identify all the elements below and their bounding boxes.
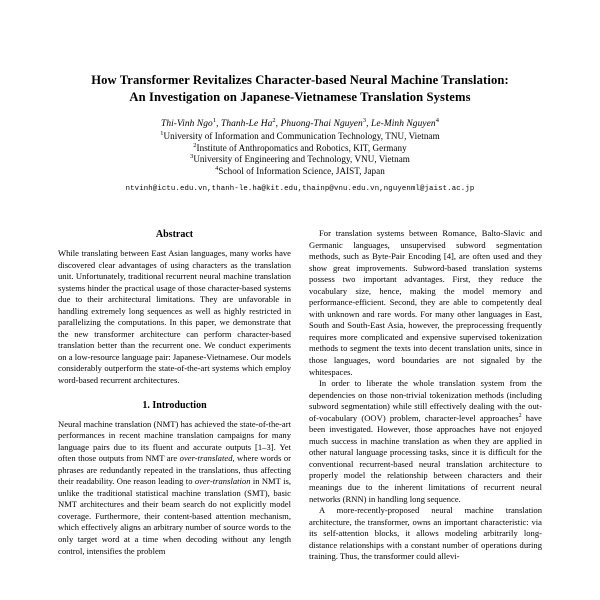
title-line-1: How Transformer Revitalizes Character-based Neural Machine Translation: — [91, 73, 509, 87]
author-2-marker: 3 — [362, 116, 367, 124]
affiliation-3-marker: 3 — [190, 153, 194, 161]
intro-p1-part3: in NMT is, unlike the traditional statistical machine translation (SMT), basic NMT architectures and their beam search do not explicitly model coverage. Furthermore, their content-based attention mechanism, which effectively aligns an arbitrary number of source words to the only target word at a time when decoding without any length control, intensifies the problem — [58, 476, 291, 556]
affiliation-1-text: University of Information and Communication Technology, TNU, Vietnam — [163, 131, 440, 141]
author-emails: ntvinh@ictu.edu.vn,thanh-le.ha@kit.edu,thainp@vnu.edu.vn,nguyenml@jaist.ac.jp — [125, 185, 475, 194]
affiliation-list — [58, 131, 542, 177]
affiliation-3-text: University of Engineering and Technology, VNU, Vietnam — [193, 154, 410, 165]
introduction-paragraph-1 — [58, 419, 291, 558]
intro-p1-part1: Neural machine translation (NMT) has achieved the state-of-the-art performances in recent machine translation campaigns for many language pairs due to its fluent and accurate outputs [1–3]. Yet often those outputs from NMT are — [58, 418, 291, 464]
author-1-name: Thanh-Le Ha — [221, 119, 273, 129]
author-1-marker: 2 — [272, 116, 276, 124]
title-block — [0, 0, 600, 194]
affiliation-1 — [58, 131, 542, 143]
right-p2-part1: In order to liberate the whole translation system from the dependencies on those non-trivial tokenization methods (including subword segmentation) while still effectively dealing with the out-of-vocabulary (OOV) problem, character-level approaches — [309, 378, 542, 423]
introduction-heading: 1. Introduction — [142, 399, 207, 411]
author-3-name: Le-Minh Nguyen — [371, 119, 436, 129]
author-1 — [221, 116, 276, 129]
right-p2-part2: have been investigated. However, those approaches have not enjoyed much success in machine translation as when they are applied in other natural language processing tasks, since it is difficult for the conventional recurrent-based neural translation architecture to properly model the relationship between characters and their meanings due to the inherent limitations of recurrent neural networks (RNN) in handling long sequence. — [309, 412, 542, 504]
abstract-heading: Abstract — [155, 229, 194, 240]
author-0-name: Thi-Vinh Ngo — [161, 119, 213, 129]
abstract-text: While translating between East Asian languages, many works have discovered clear advantages of using characters as the translation unit. Unfortunately, traditional recurrent neural machine translation systems hinder the practical usage of those character-based systems due to their architectural limitations. They are unfavorable in handling extremely long sequences as well as highly restricted in parallelizing the computations. In this paper, we demonstrate that the new transformer architecture can perform character-based translation better than the recurrent one. We conduct experiments on a low-resource language pair: Japanese-Vietnamese. Our models considerably outperform the state-of-the-art systems which employ word-based recurrent architectures. — [58, 248, 291, 386]
author-2-name: Phuong-Thai Nguyen — [280, 119, 363, 129]
author-3-marker: 4 — [435, 116, 439, 124]
affiliation-1-marker: 1 — [160, 129, 164, 137]
left-column — [58, 228, 291, 563]
affiliation-2-text: Institute of Anthropomatics and Robotics, KIT, Germany — [196, 142, 407, 153]
affiliation-2 — [58, 143, 542, 155]
body-columns — [0, 228, 600, 563]
affiliation-3 — [58, 154, 542, 166]
right-column — [309, 228, 542, 563]
author-2 — [280, 116, 367, 129]
intro-p1-italic1: over-translated — [179, 453, 233, 464]
author-list: Thi-Vinh Ngo$^1$, Thanh-Le Ha$^2$, Phuong-Thai Nguyen$^3$, Le-Minh Nguyen$^4$ — [161, 116, 439, 129]
intro-p1-italic2: over-translation — [194, 476, 251, 487]
footnote-marker-2: 2 — [518, 412, 522, 419]
affiliation-4-text: School of Information Science, JAIST, Japan — [218, 165, 385, 176]
right-paragraph-1: For translation systems between Romance, Balto-Slavic and Germanic languages, unsupervised subword segmentation methods, such as Byte-Pair Encoding [4], are often used and they show great improvements. Subword-based translation systems possess two important advantages. First, they reduce the vocabulary size, hence, making the model memory and performance-efficient. Second, they are able to competently deal with unknown and rare words. For many other languages in East, South and South-East Asia, however, the preprocessing frequently requires more complicated and expensive supervised tokenization methods to segment the texts into decent translation units, since in those languages, word boundaries are not signaled by the whitespaces. — [309, 228, 542, 377]
author-0-marker: 1 — [212, 116, 217, 124]
title-line-2: An Investigation on Japanese-Vietnamese Translation Systems — [129, 89, 471, 104]
affiliation-2-marker: 2 — [193, 141, 197, 149]
page-title — [58, 72, 542, 105]
affiliation-4-marker: 4 — [215, 164, 219, 172]
author-3 — [371, 116, 439, 129]
right-paragraph-2 — [309, 378, 542, 505]
intro-p1-part2: , where words or phrases are redundantly repeated in the translations, thus affecting their readability. One reason leading to — [58, 453, 291, 487]
right-paragraph-3: A more-recently-proposed neural machine translation architecture, the transformer, owns an important characteristic: via its self-attention blocks, it allows modeling arbitrarily long-distance relationships with a constant number of operations during training. Thus, the transformer could allevi- — [309, 505, 542, 562]
author-0 — [161, 116, 217, 129]
affiliation-4 — [58, 166, 542, 178]
